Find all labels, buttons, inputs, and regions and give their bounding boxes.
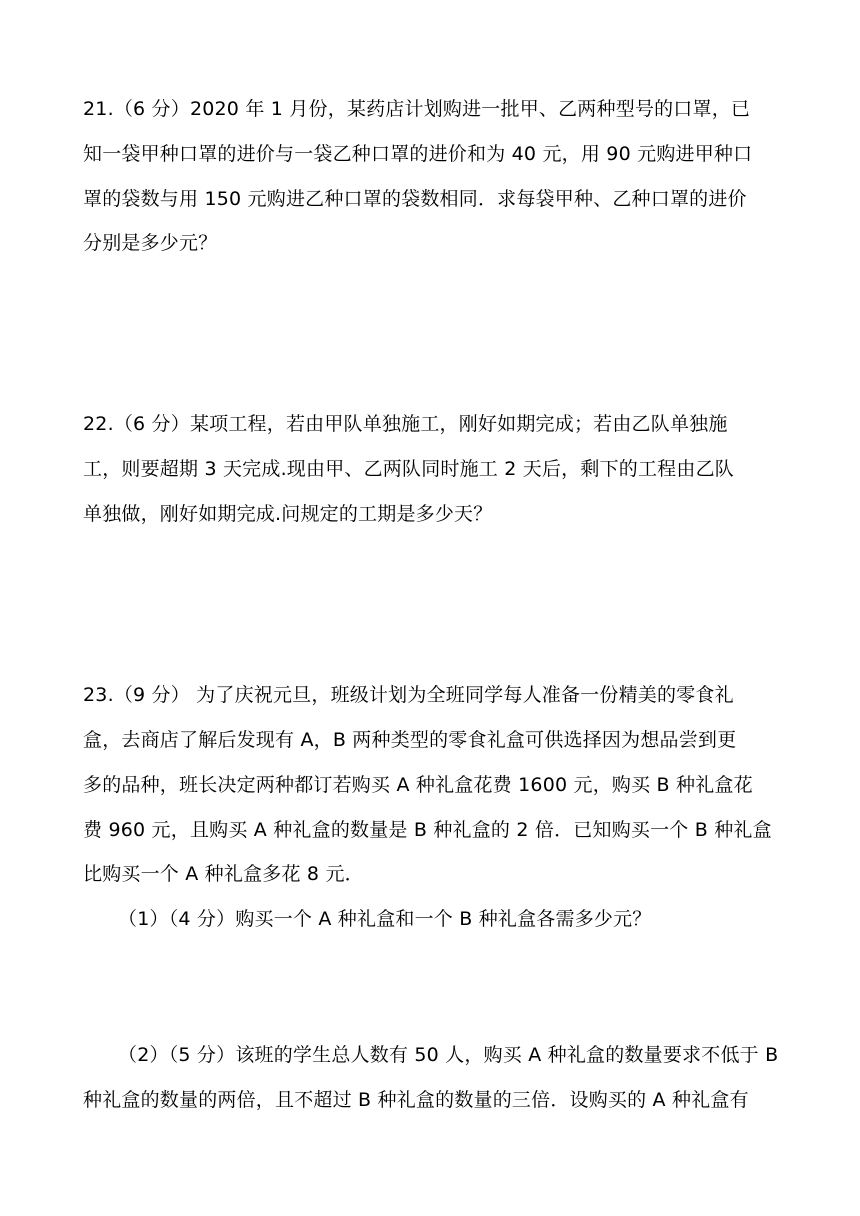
q23-sub2-line-2: 种礼盒的数量的两倍，且不超过 B 种礼盒的数量的三倍．设购买的 A 种礼盒有	[83, 1089, 749, 1111]
q23-sub2-line-1: （2）（5 分）该班的学生总人数有 50 人，购买 A 种礼盒的数量要求不低于 B	[118, 1044, 779, 1066]
q23-line-2: 盒，去商店了解后发现有 A，B 两种类型的零食礼盒可供选择因为想品尝到更	[83, 729, 737, 751]
q21-line-1: 21.（6 分）2020 年 1 月份，某药店计划购进一批甲、乙两种型号的口罩，已	[83, 98, 751, 120]
q21-line-3: 罩的袋数与用 150 元购进乙种口罩的袋数相同．求每袋甲种、乙种口罩的进价	[83, 188, 747, 210]
q22-line-2: 工，则要超期 3 天完成.现由甲、乙两队同时施工 2 天后，剩下的工程由乙队	[83, 458, 734, 480]
q23-line-5: 比购买一个 A 种礼盒多花 8 元．	[83, 863, 364, 885]
q23-line-1: 23.（9 分） 为了庆祝元旦，班级计划为全班同学每人准备一份精美的零食礼	[83, 684, 734, 706]
q23-line-3: 多的品种，班长决定两种都订若购买 A 种礼盒花费 1600 元，购买 B 种礼盒花	[83, 774, 753, 796]
q21-line-2: 知一袋甲种口罩的进价与一袋乙种口罩的进价和为 40 元，用 90 元购进甲种口	[83, 143, 753, 165]
q21-line-4: 分别是多少元？	[83, 232, 218, 254]
q23-sub1: （1）（4 分）购买一个 A 种礼盒和一个 B 种礼盒各需多少元？	[118, 908, 652, 930]
q22-line-3: 单独做，刚好如期完成.问规定的工期是多少天？	[83, 503, 493, 525]
q22-line-1: 22.（6 分）某项工程，若由甲队单独施工，刚好如期完成；若由乙队单独施	[83, 413, 728, 435]
q23-line-4: 费 960 元，且购买 A 种礼盒的数量是 B 种礼盒的 2 倍．已知购买一个 B 种礼盒	[83, 819, 772, 841]
